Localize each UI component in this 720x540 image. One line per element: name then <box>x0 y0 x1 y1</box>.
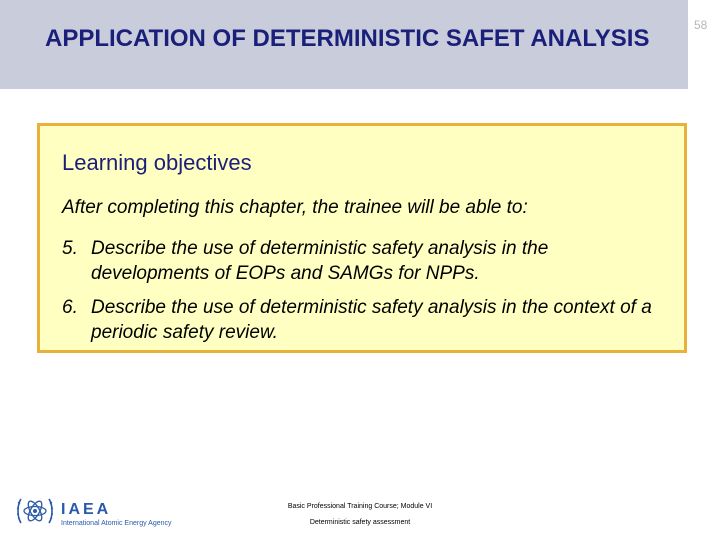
objective-text: Describe the use of deterministic safety analysis in the developments of EOPs and SAMGs for NPPs. <box>91 238 549 284</box>
objectives-intro: After completing this chapter, the trainee will be able to: <box>62 197 528 218</box>
slide-title: APPLICATION OF DETERMINISTIC SAFET ANALYSIS <box>45 25 650 52</box>
footer-course: Basic Professional Training Course; Module VI <box>287 503 433 510</box>
objectives-heading: Learning objectives <box>62 150 252 175</box>
iaea-atom-emblem-icon <box>15 493 55 529</box>
objective-text: Describe the use of deterministic safety analysis in the context of a periodic safety review. <box>91 297 652 343</box>
objective-number: 5. <box>62 238 78 259</box>
page-number: 58 <box>694 18 708 32</box>
objective-item <box>62 295 662 345</box>
objective-item <box>62 236 662 286</box>
footer-topic: Deterministic safety assessment <box>309 519 411 526</box>
objective-number: 6. <box>62 297 78 318</box>
iaea-logo-subtext: International Atomic Energy Agency <box>61 520 172 527</box>
iaea-logo-text: IAEA <box>61 501 112 518</box>
objectives-box <box>37 123 687 353</box>
